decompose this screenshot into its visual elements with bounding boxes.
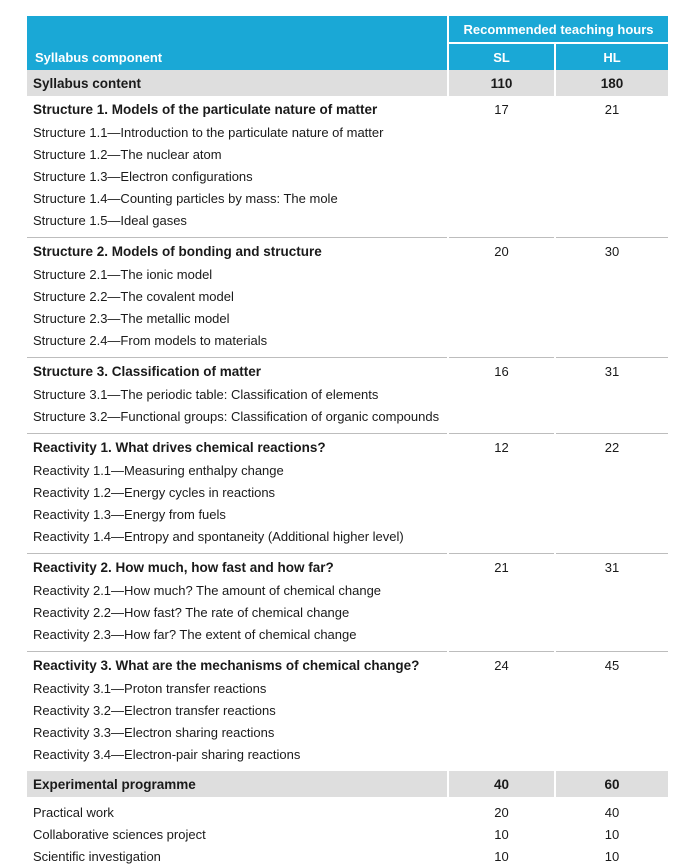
recommended-hours-header: Recommended teaching hours [448, 16, 668, 43]
subtopic-item: Reactivity 2.2—How fast? The rate of chemical change [33, 605, 350, 620]
subtopic-item: Structure 2.1—The ionic model [33, 267, 213, 282]
group-sl-hours: 24 [448, 652, 555, 772]
group-sl-hours: 17 [448, 96, 555, 238]
group-title: Reactivity 2. How much, how fast and how far? [33, 560, 334, 575]
subtopic-item: Structure 2.4—From models to materials [33, 333, 268, 348]
experimental-item-label: Collaborative sciences project [33, 826, 206, 842]
group-cell [27, 554, 448, 652]
syllabus-component-header: Syllabus component [27, 16, 448, 70]
subtopic-item: Structure 3.1—The periodic table: Classification of elements [33, 387, 379, 402]
syllabus-content-row [27, 70, 668, 96]
experimental-item-label: Scientific investigation [33, 848, 161, 864]
experimental-item-row [27, 797, 668, 823]
group-cell [27, 358, 448, 434]
group-row [27, 434, 668, 554]
experimental-programme-label: Experimental programme [27, 771, 448, 797]
group-hl-hours: 30 [555, 238, 668, 358]
group-hl-hours: 45 [555, 652, 668, 772]
group-title: Structure 3. Classification of matter [33, 364, 262, 379]
subtopic-item: Structure 1.5—Ideal gases [33, 213, 187, 228]
experimental-item-hl: 10 [555, 845, 668, 867]
group-cell [27, 238, 448, 358]
group-row [27, 554, 668, 652]
subtopic-item: Reactivity 3.2—Electron transfer reactions [33, 703, 276, 718]
group-title: Reactivity 3. What are the mechanisms of chemical change? [33, 658, 420, 673]
group-title: Reactivity 1. What drives chemical reactions? [33, 440, 326, 455]
syllabus-content-sl: 110 [448, 70, 555, 96]
syllabus-content-hl: 180 [555, 70, 668, 96]
group-row [27, 96, 668, 238]
experimental-programme-hl: 60 [555, 771, 668, 797]
experimental-programme-sl: 40 [448, 771, 555, 797]
experimental-item-row [27, 823, 668, 845]
experimental-item-hl: 40 [555, 797, 668, 823]
group-hl-hours: 22 [555, 434, 668, 554]
experimental-item-sl: 10 [448, 823, 555, 845]
subtopic-item: Reactivity 3.1—Proton transfer reactions [33, 681, 267, 696]
subtopic-item: Structure 1.4—Counting particles by mass: The mole [33, 191, 338, 206]
subtopic-item: Reactivity 2.3—How far? The extent of chemical change [33, 627, 357, 642]
experimental-item-sl: 10 [448, 845, 555, 867]
experimental-item-label: Practical work [33, 804, 114, 820]
group-sl-hours: 16 [448, 358, 555, 434]
experimental-item-sl: 20 [448, 797, 555, 823]
experimental-programme-row [27, 771, 668, 797]
experimental-item-hl: 10 [555, 823, 668, 845]
group-hl-hours: 31 [555, 358, 668, 434]
subtopic-item: Reactivity 1.3—Energy from fuels [33, 507, 226, 522]
group-title: Structure 1. Models of the particulate nature of matter [33, 102, 378, 117]
group-hl-hours: 21 [555, 96, 668, 238]
subtopic-item: Reactivity 3.3—Electron sharing reactions [33, 725, 275, 740]
subtopic-item: Reactivity 2.1—How much? The amount of chemical change [33, 583, 382, 598]
group-sl-hours: 21 [448, 554, 555, 652]
subtopic-item: Structure 2.2—The covalent model [33, 289, 234, 304]
subtopic-item: Structure 2.3—The metallic model [33, 311, 230, 326]
subtopic-item: Reactivity 1.1—Measuring enthalpy change [33, 463, 284, 478]
subtopic-item: Structure 1.1—Introduction to the particulate nature of matter [33, 125, 384, 140]
syllabus-content-label: Syllabus content [27, 70, 448, 96]
group-cell [27, 652, 448, 772]
group-cell [27, 96, 448, 238]
experimental-item-row [27, 845, 668, 867]
group-sl-hours: 12 [448, 434, 555, 554]
group-sl-hours: 20 [448, 238, 555, 358]
header-row-top [27, 16, 668, 43]
subtopic-item: Reactivity 1.4—Entropy and spontaneity (Additional higher level) [33, 529, 404, 544]
subtopic-item: Reactivity 1.2—Energy cycles in reactions [33, 485, 276, 500]
group-row [27, 652, 668, 772]
subtopic-item: Structure 1.2—The nuclear atom [33, 147, 222, 162]
group-row [27, 238, 668, 358]
group-hl-hours: 31 [555, 554, 668, 652]
syllabus-table [27, 16, 668, 867]
hl-header: HL [555, 43, 668, 70]
group-title: Structure 2. Models of bonding and structure [33, 244, 322, 259]
group-row [27, 358, 668, 434]
group-cell [27, 434, 448, 554]
subtopic-item: Structure 1.3—Electron configurations [33, 169, 253, 184]
sl-header: SL [448, 43, 555, 70]
subtopic-item: Reactivity 3.4—Electron-pair sharing reactions [33, 747, 301, 762]
subtopic-item: Structure 3.2—Functional groups: Classification of organic compounds [33, 409, 440, 424]
